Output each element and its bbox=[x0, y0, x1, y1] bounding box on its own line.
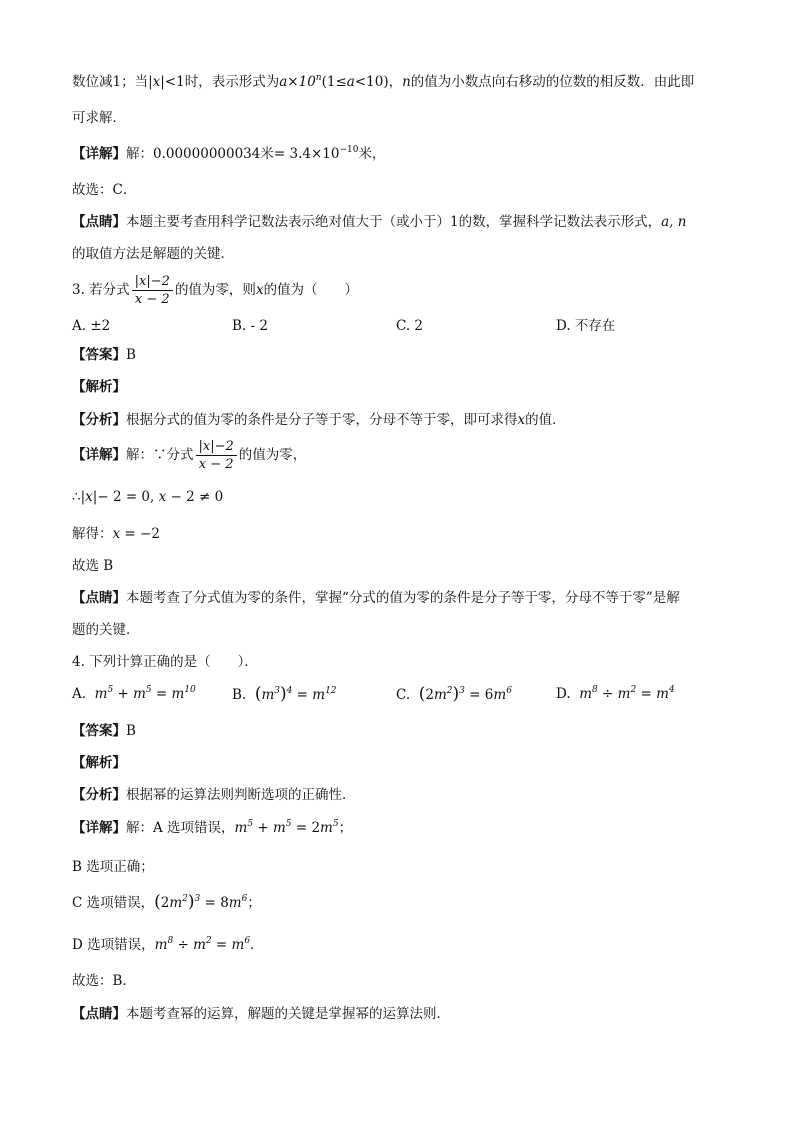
math: ∴ bbox=[72, 489, 81, 505]
math-sup: −10 bbox=[339, 145, 359, 155]
section-tag: 【详解】 bbox=[72, 820, 126, 836]
text-line: 故选 B bbox=[72, 558, 114, 574]
text: D 选项错误， bbox=[72, 937, 155, 953]
text: 本题考查幂的运算，解题的关键是掌握幂的运算法则． bbox=[126, 1006, 450, 1022]
math-var: x bbox=[152, 74, 161, 90]
text: 数位减1；当 bbox=[72, 74, 149, 90]
answer-line bbox=[72, 345, 136, 365]
math-var: x bbox=[158, 489, 167, 505]
formula: $m^5 + m^5 = 2m^5$ bbox=[234, 819, 339, 836]
text-line bbox=[72, 72, 694, 92]
text-line: 故选：B． bbox=[72, 973, 136, 989]
question-text: 3. 若分式 bbox=[72, 282, 130, 298]
text-line: 的取值方法是解题的关键． bbox=[72, 246, 234, 262]
math-var: x bbox=[112, 526, 121, 542]
equation-line bbox=[72, 487, 223, 507]
abs-bar: | bbox=[160, 74, 165, 90]
section-tag: 【点睛】 bbox=[72, 590, 126, 606]
section-tag: 【答案】 bbox=[72, 347, 126, 363]
fraction-denominator: x − 2 bbox=[198, 457, 234, 472]
text: C 选项错误， bbox=[72, 895, 155, 911]
text-line: 故选：C． bbox=[72, 182, 137, 198]
text: 解：0.00000000034米 bbox=[126, 146, 274, 162]
math: = −2 bbox=[120, 526, 160, 542]
text-line bbox=[72, 935, 264, 955]
math-var: a bbox=[346, 74, 355, 90]
option-label: A. bbox=[72, 686, 87, 702]
option-a-formula: $m^5 + m^5 = m^{10}$ bbox=[90, 685, 196, 702]
option-label: D. bbox=[556, 686, 571, 702]
question-text: 的值为（ ） bbox=[263, 282, 359, 298]
text: <1时，表示形式为 bbox=[164, 74, 280, 90]
text: 本题考查了分式值为零的条件，掌握“分式的值为零的条件是分子等于零，分母不等于零”是解 bbox=[126, 590, 680, 606]
text: 的值． bbox=[525, 412, 566, 428]
section-tag: 【点睛】 bbox=[72, 214, 126, 230]
text-line: 可求解． bbox=[72, 110, 126, 126]
text-line bbox=[72, 890, 261, 915]
section-tag: 【答案】 bbox=[72, 723, 126, 739]
text-line: B 选项正确； bbox=[72, 859, 154, 875]
fraction-numerator: |x|−2 bbox=[132, 273, 173, 291]
option-c-formula: $(2m^2)^3 = 6m^6$ bbox=[418, 684, 512, 704]
math: − 2 ≠ 0 bbox=[166, 489, 224, 505]
text: 本题主要考查用科学记数法表示绝对值大于（或小于）1的数，掌握科学记数法表示形式， bbox=[126, 214, 662, 230]
abs-bar: | bbox=[92, 489, 98, 505]
math: <10)， bbox=[354, 74, 403, 90]
option-b: B. - 2 bbox=[232, 318, 268, 334]
text: 解：A 选项错误， bbox=[126, 820, 235, 836]
text: 根据幂的运算法则判断选项的正确性． bbox=[126, 787, 356, 803]
answer-line bbox=[72, 721, 136, 741]
abs-bar: | bbox=[148, 74, 153, 90]
option-label: B. bbox=[232, 687, 247, 703]
option-b-formula: $(m^3)^4 = m^{12}$ bbox=[254, 684, 337, 704]
math: a, n bbox=[661, 214, 687, 230]
section-tag: 【点睛】 bbox=[72, 1006, 126, 1022]
option-c bbox=[396, 683, 512, 706]
abs-bar: | bbox=[80, 489, 86, 505]
text: 的值为零， bbox=[238, 447, 307, 463]
text-line: 题的关键． bbox=[72, 622, 140, 638]
option-d bbox=[556, 683, 675, 705]
math: a×10 bbox=[279, 74, 316, 90]
text-line bbox=[72, 410, 566, 430]
text-line bbox=[72, 785, 356, 805]
fraction-numerator: |x|−2 bbox=[196, 438, 237, 456]
answer-value: B bbox=[126, 347, 136, 363]
section-tag: 【详解】 bbox=[72, 146, 126, 162]
text: 解：∵分式 bbox=[126, 447, 194, 463]
text: 根据分式的值为零的条件是分子等于零，分母不等于零，即可求得 bbox=[126, 412, 518, 428]
text: 解得： bbox=[72, 526, 113, 542]
option-d: D. 不存在 bbox=[556, 318, 616, 334]
option-label: C. bbox=[396, 687, 411, 703]
fraction bbox=[132, 273, 173, 308]
analysis-heading: 【解析】 bbox=[72, 379, 126, 395]
text-line bbox=[72, 818, 352, 838]
fraction bbox=[196, 438, 237, 473]
question-text: 的值为零，则 bbox=[174, 282, 256, 298]
option-a bbox=[72, 683, 196, 705]
text: ； bbox=[338, 820, 353, 836]
fraction-denominator: x − 2 bbox=[134, 292, 170, 307]
option-c: C. 2 bbox=[396, 318, 424, 334]
option-a: A. ±2 bbox=[72, 318, 111, 334]
option-b bbox=[232, 683, 337, 706]
analysis-heading: 【解析】 bbox=[72, 755, 126, 771]
text-line bbox=[72, 588, 680, 608]
math: (1≤ bbox=[321, 74, 347, 90]
answer-value: B bbox=[126, 723, 136, 739]
option-d-formula: $m^8 \div m^2 = m^4$ bbox=[574, 685, 675, 702]
text: 的值为小数点向右移动的位数的相反数．由此即 bbox=[410, 74, 695, 90]
math: − 2 = 0, bbox=[97, 489, 159, 505]
math-var: x bbox=[517, 412, 526, 428]
section-tag: 【分析】 bbox=[72, 412, 126, 428]
section-tag: 【分析】 bbox=[72, 787, 126, 803]
math-var: x bbox=[85, 489, 93, 505]
text-line bbox=[72, 144, 385, 164]
math-var: n bbox=[402, 74, 411, 90]
math: = 3.4×10 bbox=[273, 146, 340, 162]
formula: $(2m^2)^3 = 8m^6$ bbox=[154, 892, 248, 912]
text-line bbox=[72, 212, 686, 232]
text-line bbox=[72, 436, 306, 474]
question-4: 4. 下列计算正确的是（ ）． bbox=[72, 654, 258, 670]
formula: $m^8 \div m^2 = m^6$ bbox=[154, 936, 251, 953]
text: ； bbox=[247, 895, 261, 911]
math-var: x bbox=[255, 282, 264, 298]
section-tag: 【详解】 bbox=[72, 447, 126, 463]
text-line bbox=[72, 524, 160, 544]
math-sup: n bbox=[315, 73, 322, 83]
question-3 bbox=[72, 272, 358, 308]
text-line bbox=[72, 1004, 450, 1024]
text: 米， bbox=[358, 146, 386, 162]
text: ． bbox=[250, 937, 264, 953]
